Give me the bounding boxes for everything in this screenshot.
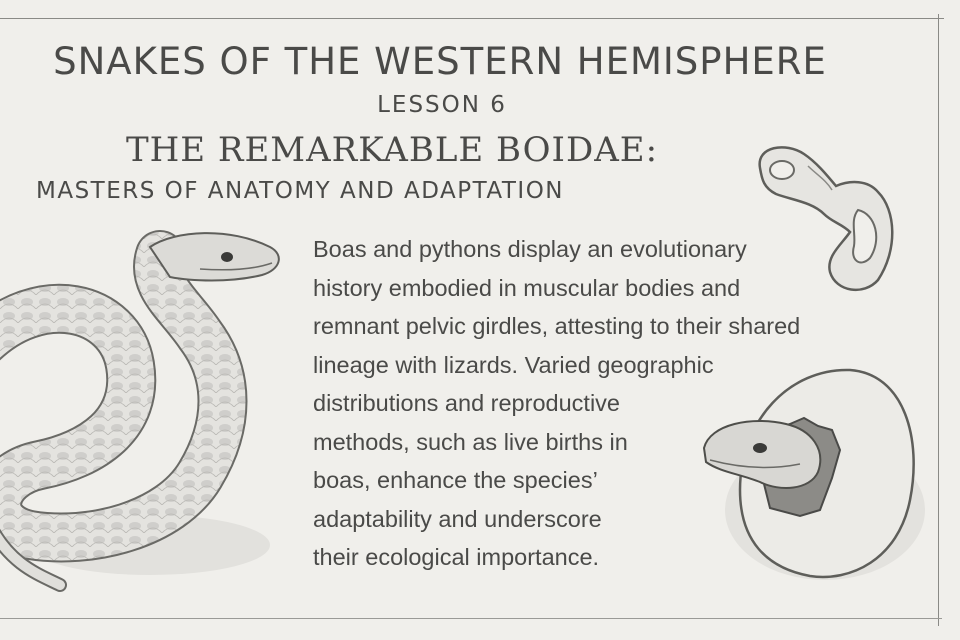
body-line: boas, enhance the species’ (313, 467, 598, 493)
lesson-tagline: MASTERS OF ANATOMY AND ADAPTATION (36, 178, 564, 204)
body-line: adaptability and underscore (313, 505, 602, 532)
lesson-subtitle: THE REMARKABLE BOIDAE: (125, 130, 659, 170)
body-line: history embodied in muscular bodies and (313, 274, 741, 301)
coiled-snake-illustration (0, 225, 300, 625)
body-line: methods, such as live births in (313, 428, 628, 455)
body-line: distributions and reproductive (313, 390, 620, 416)
page-title: SNAKES OF THE WESTERN HEMISPHERE (53, 40, 827, 83)
body-line: remnant pelvic girdles, attesting to their shared (313, 313, 801, 339)
pelvic-girdle-illustration (746, 140, 906, 300)
hatching-egg-illustration (700, 360, 930, 590)
frame-top-line (0, 18, 944, 19)
lesson-number: LESSON 6 (377, 92, 507, 118)
body-line: Boas and pythons display an evolutionary (313, 236, 747, 262)
frame-right-line (938, 14, 939, 626)
body-line: lineage with lizards. Varied geographic (313, 351, 714, 378)
body-line: their ecological importance. (313, 544, 600, 570)
